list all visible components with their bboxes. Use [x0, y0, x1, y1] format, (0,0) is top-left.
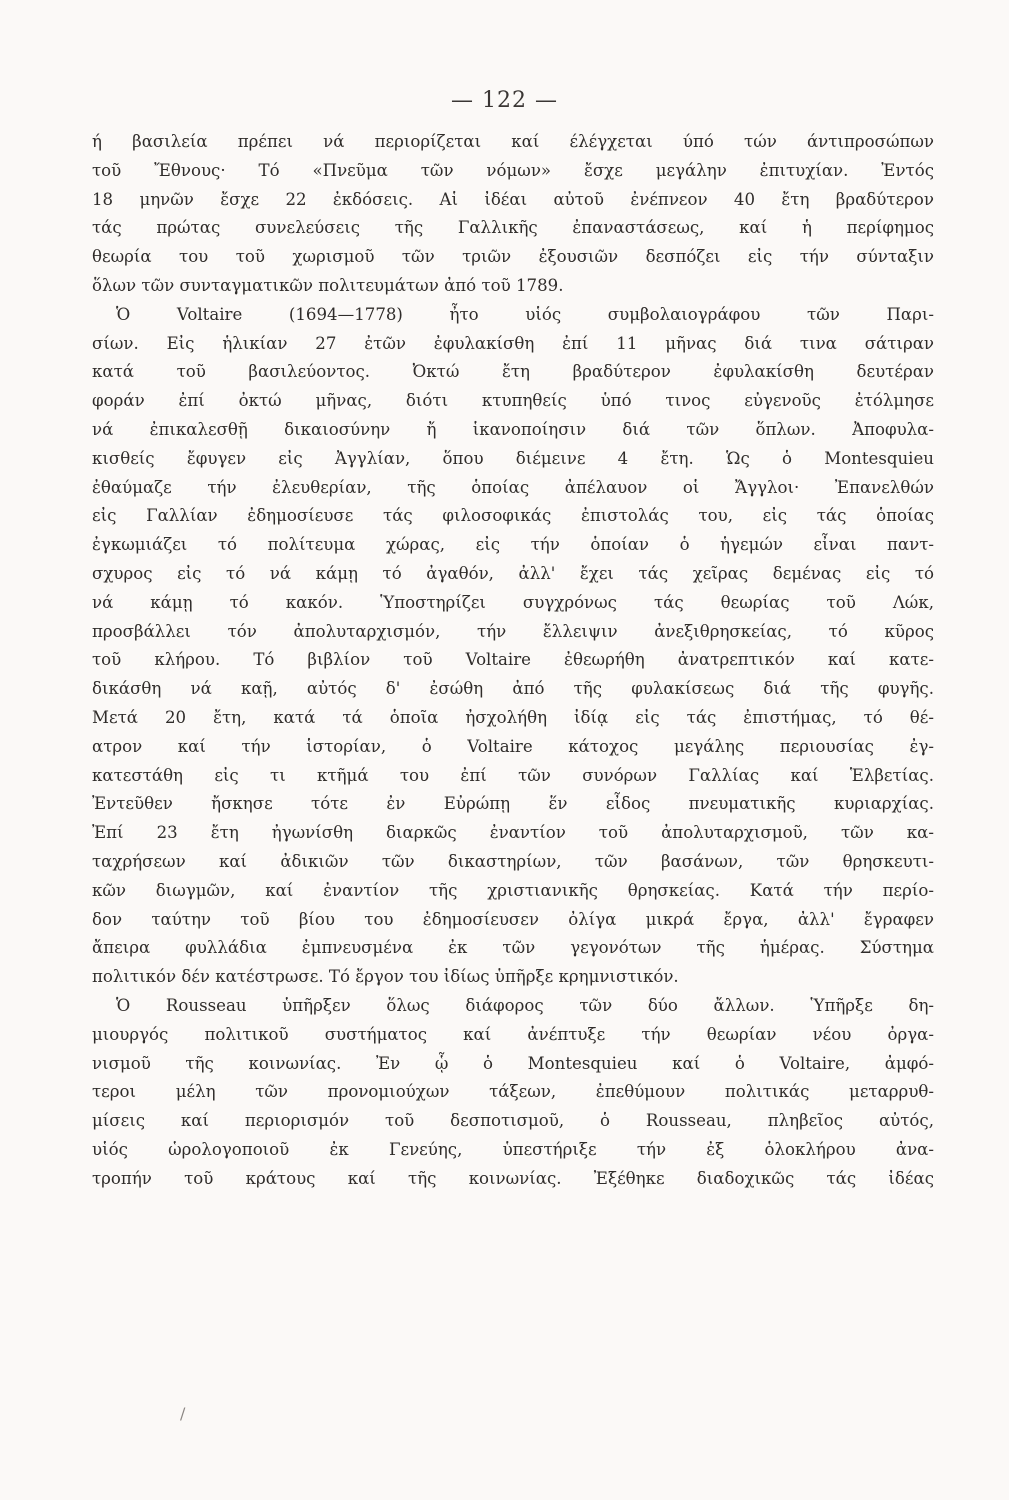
- page-number: — 122 —: [451, 88, 558, 113]
- text-line: κατά τοῦ βασιλεύοντος. Ὀκτώ ἔτη βραδύτερον ἐφυλακίσθη δευτέραν: [92, 362, 934, 382]
- text-line: ταχρήσεων καί ἀδικιῶν τῶν δικαστηρίων, τῶν βασάνων, τῶν θρησκευτι-: [92, 851, 934, 871]
- text-line: νά κάμῃ τό κακόν. Ὑποστηρίζει συγχρόνως τάς θεωρίας τοῦ Λώκ,: [92, 592, 934, 612]
- text-line: νά ἐπικαλεσθῇ δικαιοσύνην ἤ ἱκανοποίησιν διά τῶν ὅπλων. Ἀποφυλα-: [92, 419, 934, 439]
- paragraph-start-line: Ὁ Rousseau ὑπῆρξεν ὅλως διάφορος τῶν δύο ἄλλων. Ὑπῆρξε δη-: [116, 995, 934, 1015]
- stray-pencil-mark: /: [180, 1404, 186, 1423]
- text-line: ή βασιλεία πρέπει νά περιορίζεται καί έλέγχεται ύπό τών άντιπροσώπων: [92, 132, 934, 151]
- text-line: ἐγκωμιάζει τό πολίτευμα χώρας, εἰς τήν ὁποίαν ὁ ἡγεμών εἶναι παντ-: [92, 535, 934, 555]
- text-line: προσβάλλει τόν ἀπολυταρχισμόν, τήν ἔλλειψιν ἀνεξιθρησκείας, τό κῦρος: [92, 621, 934, 641]
- text-line: μίσεις καί περιορισμόν τοῦ δεσποτισμοῦ, ὁ Rousseau, πληβεῖος αὐτός,: [92, 1111, 934, 1131]
- text-line: κισθείς ἔφυγεν εἰς Ἀγγλίαν, ὅπου διέμεινε 4 ἔτη. Ὡς ὁ Montesquieu: [92, 448, 934, 468]
- text-line: 18 μηνῶν ἔσχε 22 ἐκδόσεις. Αἱ ἰδέαι αὐτοῦ ἐνέπνεον 40 ἔτη βραδύτερον: [92, 189, 934, 209]
- text-line: τεροι μέλη τῶν προνομιούχων τάξεων, ἐπεθύμουν πολιτικάς μεταρρυθ-: [92, 1082, 934, 1102]
- text-line: τροπήν τοῦ κράτους καί τῆς κοινωνίας. Ἐξέθηκε διαδοχικῶς τάς ἰδέας: [92, 1168, 934, 1188]
- paragraph-start-line: Ὁ Voltaire (1694—1778) ἦτο υἱός συμβολαιογράφου τῶν Παρι-: [116, 304, 934, 324]
- text-line: μιουργός πολιτικοῦ συστήματος καί ἀνέπτυξε τήν θεωρίαν νέου ὀργα-: [92, 1024, 934, 1044]
- text-line: φοράν ἐπί ὀκτώ μῆνας, διότι κτυπηθείς ὑπό τινος εὐγενοῦς ἐτόλμησε: [92, 391, 934, 411]
- text-line: Ἐπί 23 ἔτη ἠγωνίσθη διαρκῶς ἐναντίον τοῦ ἀπολυταρχισμοῦ, τῶν κα-: [92, 823, 934, 843]
- text-line: ἐθαύμαζε τήν ἐλευθερίαν, τῆς ὁποίας ἀπέλαυον οἱ Ἄγγλοι· Ἐπανελθών: [92, 477, 934, 497]
- text-line: πολιτικόν δέν κατέστρωσε. Τό ἔργον του ἰδίως ὑπῆρξε κρημνιστικόν.: [92, 967, 679, 987]
- text-line: τάς πρώτας συνελεύσεις τῆς Γαλλικῆς ἐπαναστάσεως, καί ἡ περίφημος: [92, 218, 934, 238]
- text-line: σχυρος εἰς τό νά κάμῃ τό ἀγαθόν, ἀλλ' ἔχει τάς χεῖρας δεμένας εἰς τό: [92, 563, 934, 583]
- text-line: εἰς Γαλλίαν ἐδημοσίευσε τάς φιλοσοφικάς ἐπιστολάς του, εἰς τάς ὁποίας: [92, 506, 934, 526]
- text-line: Μετά 20 ἔτη, κατά τά ὁποῖα ἠσχολήθη ἰδίᾳ εἰς τάς ἐπιστήμας, τό θέ-: [92, 707, 934, 727]
- text-line: σίων. Εἰς ἡλικίαν 27 ἐτῶν ἐφυλακίσθη ἐπί 11 μῆνας διά τινα σάτιραν: [92, 333, 934, 353]
- text-line: δικάσθη νά καῇ, αὐτός δ' ἐσώθη ἀπό τῆς φυλακίσεως διά τῆς φυγῆς.: [92, 679, 934, 699]
- text-line: ατρον καί τήν ἱστορίαν, ὁ Voltaire κάτοχος μεγάλης περιουσίας ἐγ-: [92, 736, 934, 756]
- body-text: [92, 128, 934, 1193]
- text-line: δον ταύτην τοῦ βίου του ἐδημοσίευσεν ὀλίγα μικρά ἔργα, ἀλλ' ἔγραφεν: [92, 909, 934, 929]
- text-line: υἱός ὡρολογοποιοῦ ἐκ Γενεύης, ὑπεστήριξε τήν ἐξ ὁλοκλήρου ἀνα-: [92, 1139, 934, 1159]
- text-line: Ἐντεῦθεν ἤσκησε τότε ἐν Εὐρώπῃ ἕν εἶδος πνευματικῆς κυριαρχίας.: [92, 794, 934, 814]
- text-line: τοῦ Ἔθνους· Τό «Πνεῦμα τῶν νόμων» ἔσχε μεγάλην ἐπιτυχίαν. Ἐντός: [92, 160, 934, 180]
- text-line: κῶν διωγμῶν, καί ἐναντίον τῆς χριστιανικῆς θρησκείας. Κατά τήν περίο-: [92, 880, 934, 900]
- text-line: θεωρία του τοῦ χωρισμοῦ τῶν τριῶν ἐξουσιῶν δεσπόζει εἰς τήν σύνταξιν: [92, 247, 934, 267]
- text-line: τοῦ κλήρου. Τό βιβλίον τοῦ Voltaire ἐθεωρήθη ἀνατρεπτικόν καί κατε-: [92, 650, 934, 670]
- text-line: κατεστάθη εἰς τι κτῆμά του ἐπί τῶν συνόρων Γαλλίας καί Ἑλβετίας.: [92, 765, 934, 785]
- text-line: ὅλων τῶν συνταγματικῶν πολιτευμάτων ἀπό τοῦ 1789.: [92, 275, 564, 295]
- text-line: ἄπειρα φυλλάδια ἐμπνευσμένα ἐκ τῶν γεγονότων τῆς ἡμέρας. Σύστημα: [92, 938, 934, 958]
- text-line: νισμοῦ τῆς κοινωνίας. Ἐν ᾧ ὁ Montesquieu καί ὁ Voltaire, ἀμφό-: [92, 1053, 934, 1073]
